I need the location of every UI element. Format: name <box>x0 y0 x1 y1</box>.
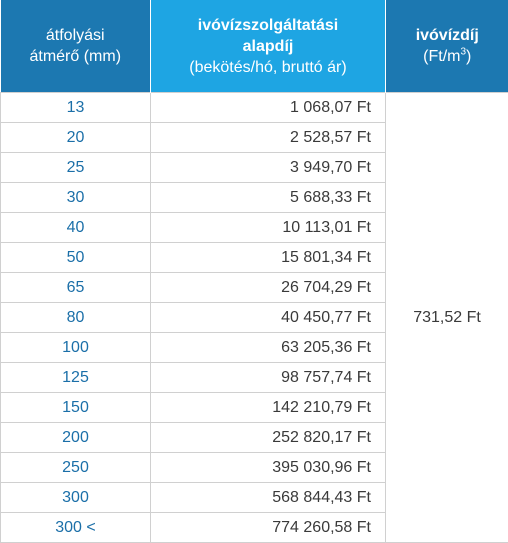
header-water-price-unit <box>423 48 471 65</box>
diameter-cell: 150 <box>1 393 151 423</box>
base-fee-cell: 568 844,43 Ft <box>151 483 386 513</box>
diameter-cell: 80 <box>1 303 151 333</box>
base-fee-cell: 252 820,17 Ft <box>151 423 386 453</box>
header-flow-diameter <box>1 0 151 93</box>
diameter-cell: 300 <box>1 483 151 513</box>
header-water-price <box>386 0 508 93</box>
header-water-price-unit-suffix: ) <box>466 48 472 65</box>
base-fee-cell: 26 704,29 Ft <box>151 273 386 303</box>
header-water-price-unit-exponent: 3 <box>460 46 467 58</box>
base-fee-cell: 395 030,96 Ft <box>151 453 386 483</box>
header-water-price-unit-prefix: (Ft/m <box>423 48 461 65</box>
header-flow-diameter-line1: átfolyási <box>45 27 105 44</box>
header-base-fee <box>151 0 386 93</box>
base-fee-cell: 40 450,77 Ft <box>151 303 386 333</box>
base-fee-cell: 63 205,36 Ft <box>151 333 386 363</box>
base-fee-cell: 1 068,07 Ft <box>151 93 386 123</box>
diameter-cell: 100 <box>1 333 151 363</box>
diameter-cell: 25 <box>1 153 151 183</box>
table-header-row <box>1 0 508 93</box>
header-base-fee-line1: ivóvízszolgáltatási <box>197 16 339 34</box>
diameter-cell: 125 <box>1 363 151 393</box>
diameter-cell: 40 <box>1 213 151 243</box>
base-fee-cell: 3 949,70 Ft <box>151 153 386 183</box>
header-water-price-line1: ivóvízdíj <box>415 27 479 44</box>
base-fee-cell: 2 528,57 Ft <box>151 123 386 153</box>
header-base-fee-line2: alapdíj <box>242 37 294 55</box>
table-row <box>1 93 508 123</box>
water-price-cell: 731,52 Ft <box>386 93 508 543</box>
diameter-cell: 20 <box>1 123 151 153</box>
base-fee-cell: 774 260,58 Ft <box>151 513 386 543</box>
diameter-cell: 300 < <box>1 513 151 543</box>
base-fee-cell: 5 688,33 Ft <box>151 183 386 213</box>
diameter-cell: 50 <box>1 243 151 273</box>
diameter-cell: 65 <box>1 273 151 303</box>
header-base-fee-line3: (bekötés/hó, bruttó ár) <box>189 58 347 76</box>
base-fee-cell: 10 113,01 Ft <box>151 213 386 243</box>
diameter-cell: 30 <box>1 183 151 213</box>
diameter-cell: 250 <box>1 453 151 483</box>
base-fee-cell: 142 210,79 Ft <box>151 393 386 423</box>
base-fee-cell: 98 757,74 Ft <box>151 363 386 393</box>
header-flow-diameter-line2: átmérő (mm) <box>29 48 122 65</box>
diameter-cell: 200 <box>1 423 151 453</box>
base-fee-cell: 15 801,34 Ft <box>151 243 386 273</box>
diameter-cell: 13 <box>1 93 151 123</box>
